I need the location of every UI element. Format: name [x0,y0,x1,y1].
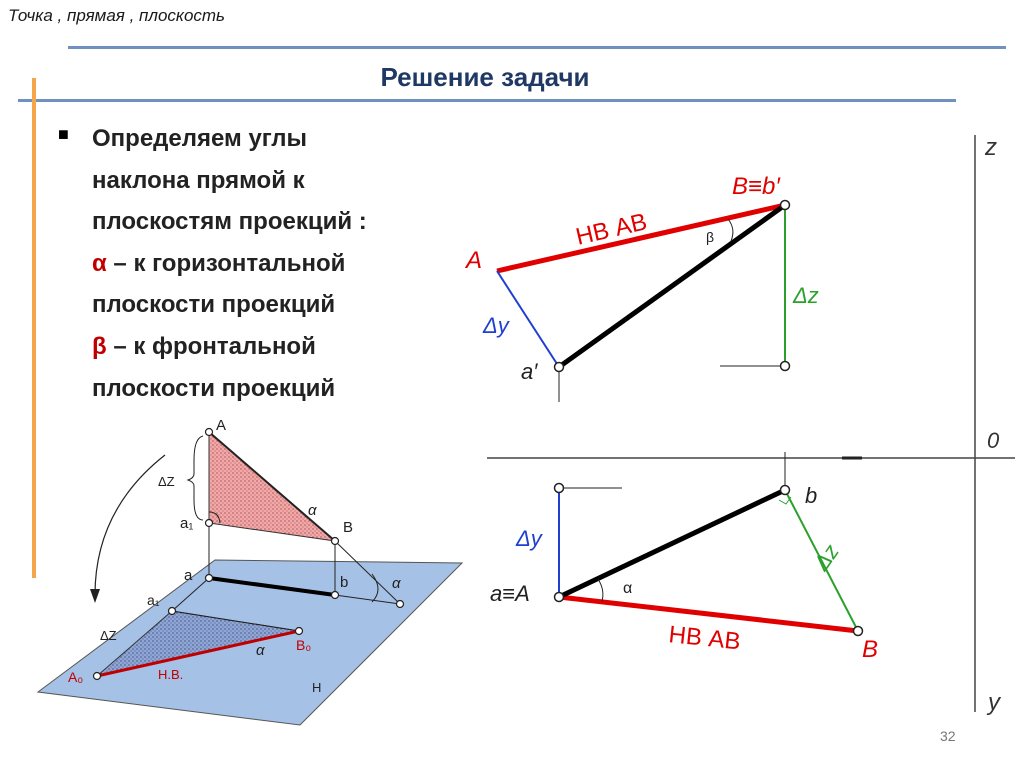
iso-label-B: B [343,519,354,536]
beta-text: – к фронтальной [106,332,316,360]
label-A-frontal: A [466,247,483,274]
iso-label-alpha-low: α [256,642,265,659]
alpha-symbol: α [92,249,107,277]
iso-label-B0: B₀ [296,637,312,653]
iso-label-hb: Н.В. [158,667,184,682]
point-a [555,593,564,602]
label-b: b [805,483,818,508]
label-B-b: B≡b′ [732,173,780,200]
label-a-A: a≡A [490,581,530,606]
iso-point-b [332,592,339,599]
bullet-line-1: Определяем углы [92,125,307,152]
slide-header: Точка , прямая , плоскость [8,6,225,25]
bullet-line-7: плоскости проекций [92,374,336,402]
point-z-base [781,362,790,371]
iso-point-a [206,575,213,582]
horizontal-projection-line [559,490,785,597]
iso-label-a: a [184,567,193,584]
iso-label-a1-top: a₁ [180,515,194,532]
label-beta: β [706,229,715,245]
iso-label-alpha-top: α [308,502,317,519]
label-a-prime: a′ [521,359,538,384]
point-b-prime [781,201,790,210]
iso-label-dz-top: ΔZ [158,474,175,489]
dz-brace-top [188,436,203,520]
bullet-line-3: плоскостям проекций : [92,208,367,236]
bullet-line-5: плоскости проекций [92,291,336,319]
beta-arc [728,219,733,241]
point-a-top [555,484,564,493]
label-dy-horizontal: Δy [516,526,542,551]
iso-label-b: b [340,574,349,591]
alpha-text: – к горизонтальной [106,249,346,277]
rotation-arrowhead [90,589,100,603]
iso-label-H: Н [312,680,322,695]
point-b [781,486,790,495]
rotation-arrow [95,455,165,595]
alpha-arc [598,579,603,601]
iso-point-A [206,429,213,436]
iso-point-B0 [296,628,303,635]
iso-label-a1-low: a₁ [147,592,160,608]
axis-y-label: y [988,689,1000,716]
iso-point-A0 [94,673,101,680]
iso-label-alpha-right: α [392,575,401,592]
label-hb-horizontal: НВ АВ [667,621,742,656]
page-number: 32 [940,728,956,744]
label-alpha: α [623,580,633,597]
point-a-prime [555,363,564,372]
bullet-marker: ■ [58,124,69,144]
iso-label-dz-low: ΔZ [100,628,117,643]
label-dz-horizontal: Δz [808,539,844,575]
axis-z-label: z [985,134,997,161]
axis-zero-label: 0 [987,428,1000,453]
iso-point-a1-low [169,608,176,615]
iso-point-B [332,538,339,545]
label-dy-frontal: Δy [483,313,509,338]
iso-label-A0: A₀ [68,669,84,685]
iso-point-apex [397,601,404,608]
label-hb-frontal: НВ АВ [573,208,650,251]
iso-label-A: A [216,417,227,434]
bullet-line-2: наклона прямой к [92,166,305,194]
beta-symbol: β [92,332,107,360]
slide-title: Решение задачи [380,62,590,92]
label-B-horizontal: B [862,636,879,663]
point-B-horizontal [854,627,863,636]
label-dz-frontal: Δz [793,283,819,308]
iso-point-a1 [206,520,213,527]
